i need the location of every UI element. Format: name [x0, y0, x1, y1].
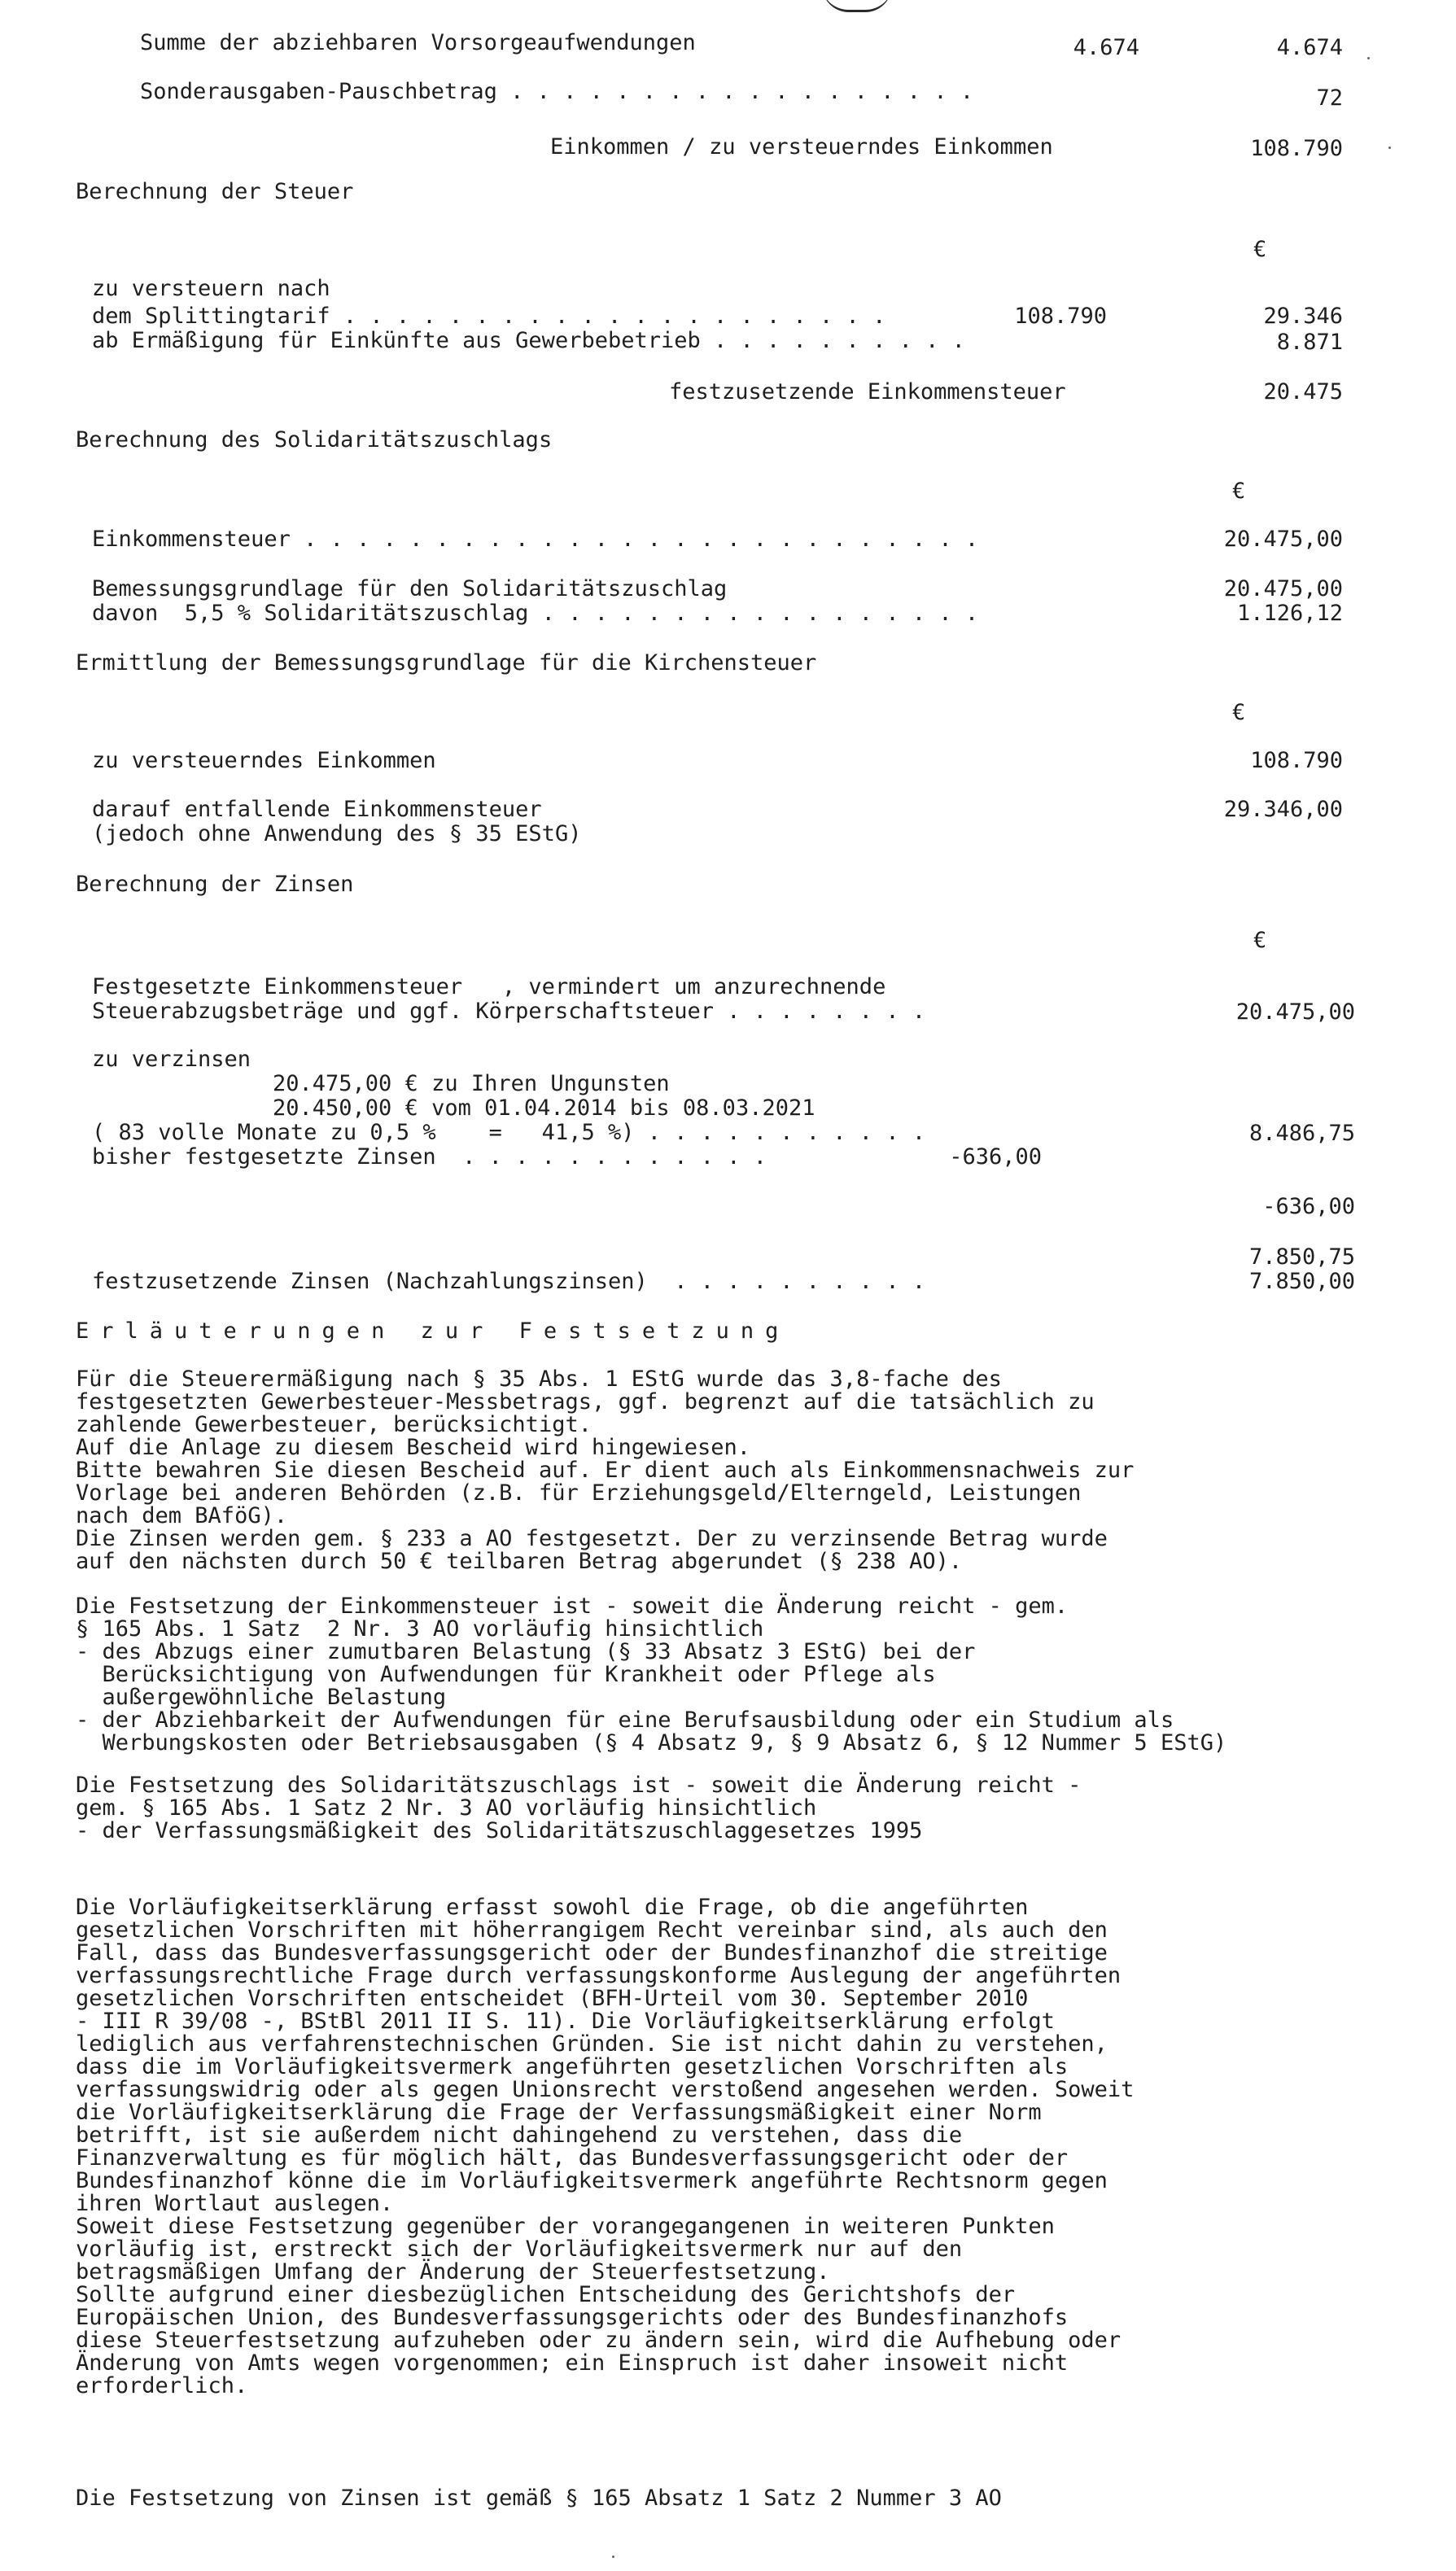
text-line: Berücksichtigung von Aufwendungen für Krankheit oder Pflege als	[76, 1662, 936, 1687]
scan-speck	[612, 2556, 614, 2558]
zinsen-festzusetzend-label: festzusetzende Zinsen (Nachzahlungszinsen) . . . . . . . . . .	[92, 1269, 926, 1294]
kirche-currency: €	[1232, 700, 1246, 725]
text-line: nach dem BAföG).	[76, 1503, 288, 1528]
text-line: § 165 Abs. 1 Satz 2 Nr. 3 AO vorläufig hinsichtlich	[76, 1616, 764, 1642]
kirche-zve-value: 108.790	[1250, 748, 1343, 773]
text-line: festgesetzten Gewerbesteuer-Messbetrags, ggf. begrenzt auf die tatsächlich zu	[76, 1389, 1095, 1414]
einkommen-label: Einkommen / zu versteuerndes Einkommen	[550, 134, 1053, 160]
vorsorge-col2: 4.674	[1276, 35, 1343, 60]
text-line: Auf die Anlage zu diesem Bescheid wird hingewiesen.	[76, 1435, 751, 1460]
scan-speck	[1367, 57, 1370, 59]
text-line: Die Festsetzung der Einkommensteuer ist - soweit die Änderung reicht - gem.	[76, 1594, 1069, 1619]
steuer-festzusetzende-label: festzusetzende Einkommensteuer	[669, 379, 1066, 404]
text-line: Sollte aufgrund einer diesbezüglichen Entscheidung des Gerichtshofs der	[76, 2282, 1016, 2307]
text-line: Für die Steuerermäßigung nach § 35 Abs. 1 EStG wurde das 3,8-fache des	[76, 1366, 1002, 1392]
text-line: Europäischen Union, des Bundesverfassungsgerichts oder des Bundesfinanzhofs	[76, 2305, 1069, 2330]
zinsen-bisher-value: -636,00	[1262, 1194, 1355, 1219]
text-line: - des Abzugs einer zumutbaren Belastung (§ 33 Absatz 3 EStG) bei der	[76, 1639, 976, 1664]
sonderausgaben-label: Sonderausgaben-Pauschbetrag . . . . . . . . . . . . . . . . . .	[140, 79, 974, 104]
text-line: erforderlich.	[76, 2373, 248, 2398]
steuer-line2: dem Splittingtarif . . . . . . . . . . . . . . . . . . . . .	[92, 304, 886, 329]
text-line: außergewöhnliche Belastung	[76, 1685, 447, 1710]
zinsen-currency: €	[1253, 928, 1267, 953]
soli-est-value: 20.475,00	[1223, 527, 1343, 552]
zinsen-verzinsen-line1: 20.475,00 € zu Ihren Ungunsten	[273, 1071, 670, 1096]
text-line: Bitte bewahren Sie diesen Bescheid auf. Er dient auch als Einkommensnachweis zur	[76, 1458, 1135, 1483]
kirche-entfallend-value: 29.346,00	[1223, 797, 1343, 822]
zinsen-fest-value: 20.475,00	[1235, 999, 1355, 1025]
text-line: zahlende Gewerbesteuer, berücksichtigt.	[76, 1412, 592, 1437]
text-line: die Vorläufigkeitserklärung die Frage der Verfassungsmäßigkeit einer Norm	[76, 2100, 1042, 2125]
erlaeuterungen-paragraph-3	[76, 1774, 1451, 1843]
text-line: gesetzlichen Vorschriften mit höherrangigem Recht vereinbar sind, als auch den	[76, 1917, 1108, 1943]
steuer-currency: €	[1253, 237, 1267, 262]
text-line: diese Steuerfestsetzung aufzuheben oder zu ändern sein, wird die Aufhebung oder	[76, 2328, 1122, 2353]
text-line: Soweit diese Festsetzung gegenüber der vorangegangenen in weiteren Punkten	[76, 2214, 1055, 2239]
text-line: Änderung von Amts wegen vorgenommen; ein Einspruch ist daher insoweit nicht	[76, 2350, 1069, 2376]
text-line: lediglich aus verfahrenstechnischen Gründen. Sie ist nicht dahin zu verstehen,	[76, 2031, 1108, 2057]
zinsen-heading: Berechnung der Zinsen	[76, 872, 354, 897]
text-line: verfassungswidrig oder als gegen Unionsrecht verstoßend angesehen werden. Soweit	[76, 2077, 1135, 2102]
soli-currency: €	[1232, 479, 1246, 504]
text-line: - der Verfassungsmäßigkeit des Solidaritätszuschlaggesetzes 1995	[76, 1818, 923, 1843]
scan-speck	[1388, 146, 1391, 149]
zinsen-festzusetzend-value: 7.850,00	[1248, 1269, 1355, 1294]
zinsen-verzinsen-label: zu verzinsen	[92, 1047, 251, 1072]
soli-bemessung-label: Bemessungsgrundlage für den Solidaritätszuschlag	[92, 576, 728, 601]
text-line: Vorlage bei anderen Behörden (z.B. für Erziehungsgeld/Elterngeld, Leistungen	[76, 1480, 1082, 1506]
text-line: Werbungskosten oder Betriebsausgaben (§ 4 Absatz 9, § 9 Absatz 6, § 12 Nummer 5 EStG)	[76, 1730, 1227, 1756]
erlaeuterungen-paragraph-5: Die Festsetzung von Zinsen ist gemäß § 165 Absatz 1 Satz 2 Nummer 3 AO	[76, 2486, 1002, 2511]
text-line: Die Festsetzung des Solidaritätszuschlags ist - soweit die Änderung reicht -	[76, 1773, 1082, 1798]
steuer-heading: Berechnung der Steuer	[76, 179, 354, 204]
text-line: Die Zinsen werden gem. § 233 a AO festgesetzt. Der zu verzinsende Betrag wurde	[76, 1526, 1108, 1551]
erlaeuterungen-paragraph-2	[76, 1595, 1451, 1755]
text-line: betragsmäßigen Umfang der Änderung der Steuerfestsetzung.	[76, 2259, 830, 2285]
erlaeuterungen-paragraph-1	[76, 1368, 1451, 1573]
text-line: - der Abziehbarkeit der Aufwendungen für eine Berufsausbildung oder ein Studium als	[76, 1707, 1174, 1733]
text-line: Fall, dass das Bundesverfassungsgericht oder der Bundesfinanzhof die streitige	[76, 1940, 1108, 1965]
text-line: - III R 39/08 -, BStBl 2011 II S. 11). Die Vorläufigkeitserklärung erfolgt	[76, 2009, 1055, 2034]
zinsen-verzinsen-line2: 20.450,00 € vom 01.04.2014 bis 08.03.2021	[273, 1095, 815, 1121]
text-line: gem. § 165 Abs. 1 Satz 2 Nr. 3 AO vorläufig hinsichtlich	[76, 1795, 817, 1821]
steuer-line3: ab Ermäßigung für Einkünfte aus Gewerbebetrieb . . . . . . . . . .	[92, 328, 965, 353]
kirche-zve-label: zu versteuerndes Einkommen	[92, 748, 436, 773]
steuer-line3-value: 8.871	[1276, 330, 1343, 355]
soli-davon-value: 1.126,12	[1236, 601, 1343, 626]
soli-heading: Berechnung des Solidaritätszuschlags	[76, 427, 553, 453]
vorsorge-col1: 4.674	[1073, 35, 1139, 60]
text-line: vorläufig ist, erstreckt sich der Vorläufigkeitsvermerk nur auf den	[76, 2237, 963, 2262]
text-line: Finanzverwaltung es für möglich hält, das Bundesverfassungsgericht oder der	[76, 2145, 1069, 2171]
steuer-line1: zu versteuern nach	[92, 276, 330, 301]
text-line: ihren Wortlaut auslegen.	[76, 2191, 394, 2216]
text-line: gesetzlichen Vorschriften entscheidet (BFH-Urteil vom 30. September 2010	[76, 1986, 1029, 2011]
text-line: Bundesfinanzhof könne die im Vorläufigkeitsvermerk angeführte Rechtsnorm gegen	[76, 2168, 1108, 2193]
text-line: betrifft, ist sie außerdem nicht dahingehend zu verstehen, dass die	[76, 2123, 963, 2148]
erlaeuterungen-heading: Erläuterungen zur Festsetzung	[76, 1318, 790, 1344]
zinsen-subtotal: 7.850,75	[1248, 1244, 1355, 1270]
zinsen-monate-value: 8.486,75	[1248, 1121, 1355, 1146]
text-line: auf den nächsten durch 50 € teilbaren Betrag abgerundet (§ 238 AO).	[76, 1549, 963, 1574]
zinsen-fest-label1: Festgesetzte Einkommensteuer , vermindert um anzurechnende	[92, 974, 886, 999]
soli-davon-label: davon 5,5 % Solidaritätszuschlag . . . . . . . . . . . . . . . . .	[92, 601, 979, 626]
handwritten-mark	[822, 0, 892, 12]
soli-bemessung-value: 20.475,00	[1223, 576, 1343, 601]
erlaeuterungen-paragraph-4	[76, 1896, 1451, 2398]
zinsen-bisher-col: -636,00	[949, 1144, 1042, 1170]
sonderausgaben-value: 72	[1316, 85, 1343, 111]
soli-est-label: Einkommensteuer . . . . . . . . . . . . . . . . . . . . . . . . . .	[92, 527, 979, 552]
kirche-entfallend-label: darauf entfallende Einkommensteuer	[92, 797, 542, 822]
steuer-festzusetzende-value: 20.475	[1263, 379, 1343, 404]
text-line: dass die im Vorläufigkeitsvermerk angeführten gesetzlichen Vorschriften als	[76, 2054, 1069, 2079]
zinsen-fest-label2: Steuerabzugsbeträge und ggf. Körperschaftsteuer . . . . . . . .	[92, 999, 926, 1024]
text-line: Die Vorläufigkeitserklärung erfasst sowohl die Frage, ob die angeführten	[76, 1895, 1029, 1920]
steuer-line2-value: 29.346	[1263, 304, 1343, 329]
zinsen-bisher-label: bisher festgesetzte Zinsen . . . . . . . . . . . .	[92, 1144, 767, 1170]
text-line: verfassungsrechtliche Frage durch verfassungskonforme Auslegung der angeführten	[76, 1963, 1122, 1988]
zinsen-monate-label: ( 83 volle Monate zu 0,5 % = 41,5 %) . . . . . . . . . . .	[92, 1120, 926, 1145]
vorsorge-label: Summe der abziehbaren Vorsorgeaufwendungen	[140, 30, 696, 55]
steuer-line2-base: 108.790	[1014, 304, 1107, 329]
einkommen-value: 108.790	[1250, 136, 1343, 161]
kirche-heading: Ermittlung der Bemessungsgrundlage für die Kirchensteuer	[76, 650, 817, 676]
kirche-entfallend-sub: (jedoch ohne Anwendung des § 35 EStG)	[92, 821, 582, 846]
